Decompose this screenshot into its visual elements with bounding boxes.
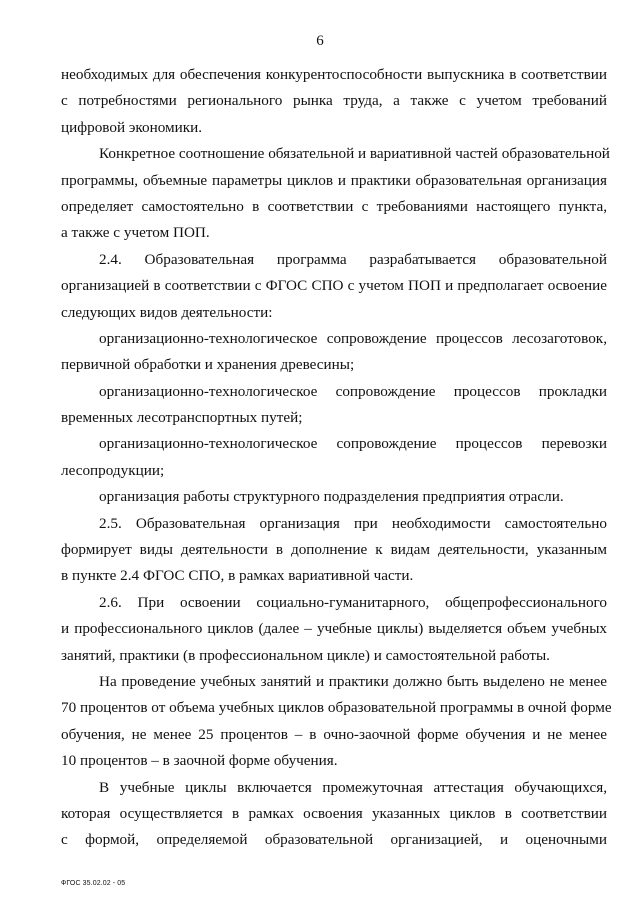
text-line: цифровой экономики. <box>61 118 203 136</box>
text-line: обучения, не менее 25 процентов – в очно-заочной форме обучения и не менее <box>61 725 607 743</box>
text-line: занятий, практики (в профессиональном цикле) и самостоятельной работы. <box>61 646 550 664</box>
text-line: необходимых для обеспечения конкурентоспособности выпускника в соответствии <box>61 66 607 83</box>
page-number: 6 <box>316 33 324 49</box>
body-text <box>61 62 612 854</box>
text-line: первичной обработки и хранения древесины; <box>61 356 355 374</box>
text-line: с потребностями регионального рынка труда, а также с учетом требований <box>61 92 607 110</box>
text-line: 10 процентов – в заочной форме обучения. <box>61 752 338 770</box>
text-line: организацией в соответствии с ФГОС СПО с учетом ПОП и предполагает освоение <box>61 277 607 295</box>
text-line: 70 процентов от объема учебных циклов образовательной программы в очной форме <box>61 699 612 717</box>
text-line: лесопродукции; <box>61 461 165 479</box>
text-line: а также с учетом ПОП. <box>61 224 210 242</box>
text-line: 2.6. При освоении социально-гуманитарного, общепрофессионального <box>99 593 607 611</box>
text-line: организационно-технологическое сопровождение процессов перевозки <box>99 435 607 453</box>
text-line: временных лесотранспортных путей; <box>61 409 303 427</box>
text-line: На проведение учебных занятий и практики должно быть выделено не менее <box>99 672 607 690</box>
text-line: и профессионального циклов (далее – учебные циклы) выделяется объем учебных <box>61 620 607 638</box>
text-line: 2.5. Образовательная организация при необходимости самостоятельно <box>99 514 607 532</box>
text-line: в пункте 2.4 ФГОС СПО, в рамках вариативной части. <box>61 567 414 585</box>
text-line: организационно-технологическое сопровождение процессов лесозаготовок, <box>99 329 607 347</box>
text-line: программы, объемные параметры циклов и практики образовательная организация <box>61 171 607 189</box>
text-line: организационно-технологическое сопровождение процессов прокладки <box>99 382 607 400</box>
text-line: с формой, определяемой образовательной организацией, и оценочными <box>61 831 607 849</box>
footer-document-code: ФГОС 35.02.02 - 05 <box>61 880 126 887</box>
text-line: В учебные циклы включается промежуточная аттестация обучающихся, <box>99 778 607 796</box>
text-line: Конкретное соотношение обязательной и вариативной частей образовательной <box>99 145 610 163</box>
text-line: формирует виды деятельности в дополнение к видам деятельности, указанным <box>61 541 607 559</box>
text-line: следующих видов деятельности: <box>61 303 273 321</box>
text-line: определяет самостоятельно в соответствии с требованиями настоящего пункта, <box>61 197 607 215</box>
text-line: 2.4. Образовательная программа разрабатывается образовательной <box>99 250 607 268</box>
text-line: которая осуществляется в рамках освоения указанных циклов в соответствии <box>61 804 607 822</box>
text-line: организация работы структурного подразделения предприятия отрасли. <box>99 488 564 506</box>
